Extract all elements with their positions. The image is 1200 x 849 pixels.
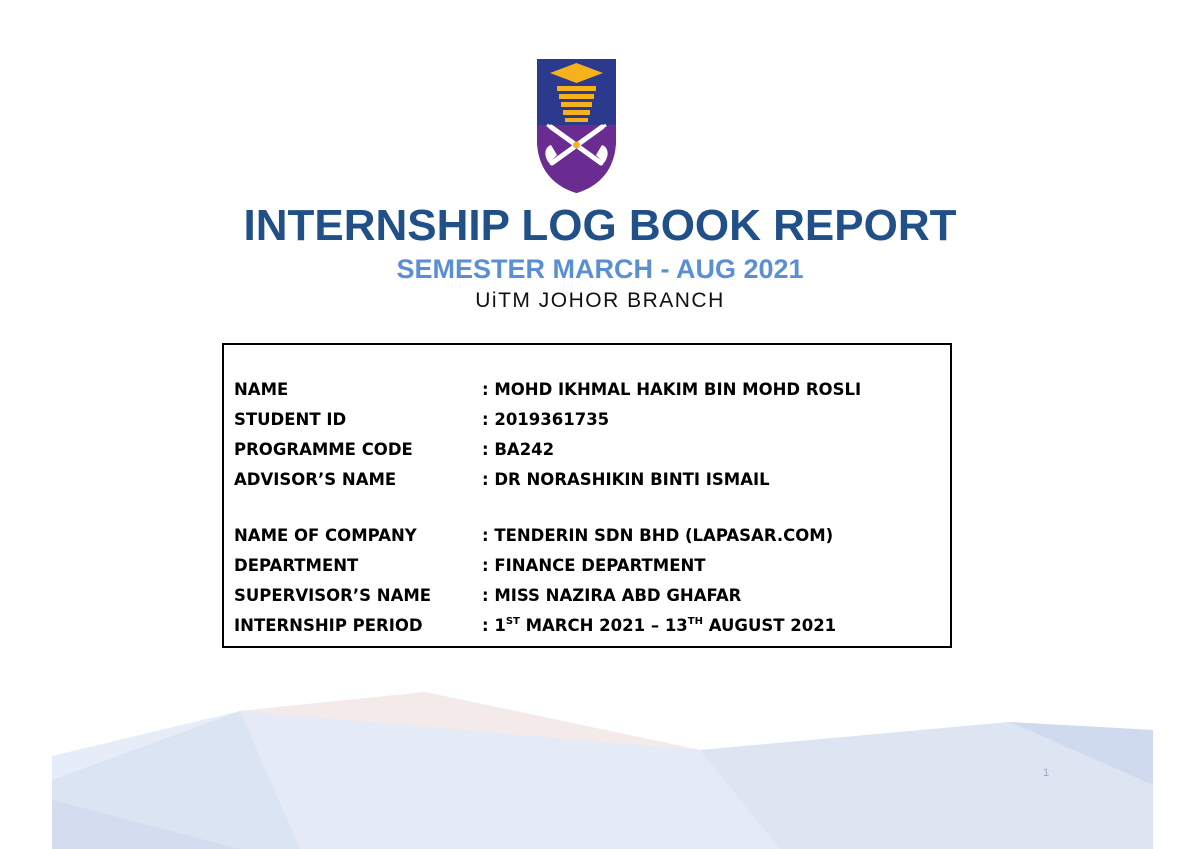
- info-value: : TENDERIN SDN BHD (LAPASAR.COM): [482, 526, 834, 545]
- student-info-box: [222, 343, 952, 648]
- period-end-suffix: TH: [687, 615, 703, 627]
- page-number: 1: [1043, 767, 1050, 779]
- info-value: : DR NORASHIKIN BINTI ISMAIL: [482, 470, 770, 489]
- info-label: INTERNSHIP PERIOD: [234, 616, 423, 635]
- info-label: NAME: [234, 380, 289, 399]
- decorative-background: [0, 660, 1200, 849]
- info-label: ADVISOR’S NAME: [234, 470, 397, 489]
- info-label: PROGRAMME CODE: [234, 440, 413, 459]
- info-label: NAME OF COMPANY: [234, 526, 417, 545]
- info-label: STUDENT ID: [234, 410, 347, 429]
- info-value: : 2019361735: [482, 410, 610, 429]
- report-title: INTERNSHIP LOG BOOK REPORT: [243, 201, 957, 250]
- period-start-suffix: ST: [505, 615, 520, 627]
- semester-subtitle: SEMESTER MARCH - AUG 2021: [396, 254, 804, 284]
- period-middle: MARCH 2021 – 13: [519, 616, 688, 635]
- info-value: [482, 613, 836, 639]
- uitm-crest-icon: [537, 59, 616, 193]
- info-label: DEPARTMENT: [234, 556, 359, 575]
- branch-name: UiTM JOHOR BRANCH: [475, 289, 725, 312]
- info-label: SUPERVISOR’S NAME: [234, 586, 432, 605]
- info-value: : MOHD IKHMAL HAKIM BIN MOHD ROSLI: [482, 380, 862, 399]
- period-prefix: : 1: [482, 616, 506, 635]
- period-tail: AUGUST 2021: [703, 616, 837, 635]
- info-value: : BA242: [482, 440, 555, 459]
- info-value: : FINANCE DEPARTMENT: [482, 556, 706, 575]
- info-value: : MISS NAZIRA ABD GHAFAR: [482, 586, 742, 605]
